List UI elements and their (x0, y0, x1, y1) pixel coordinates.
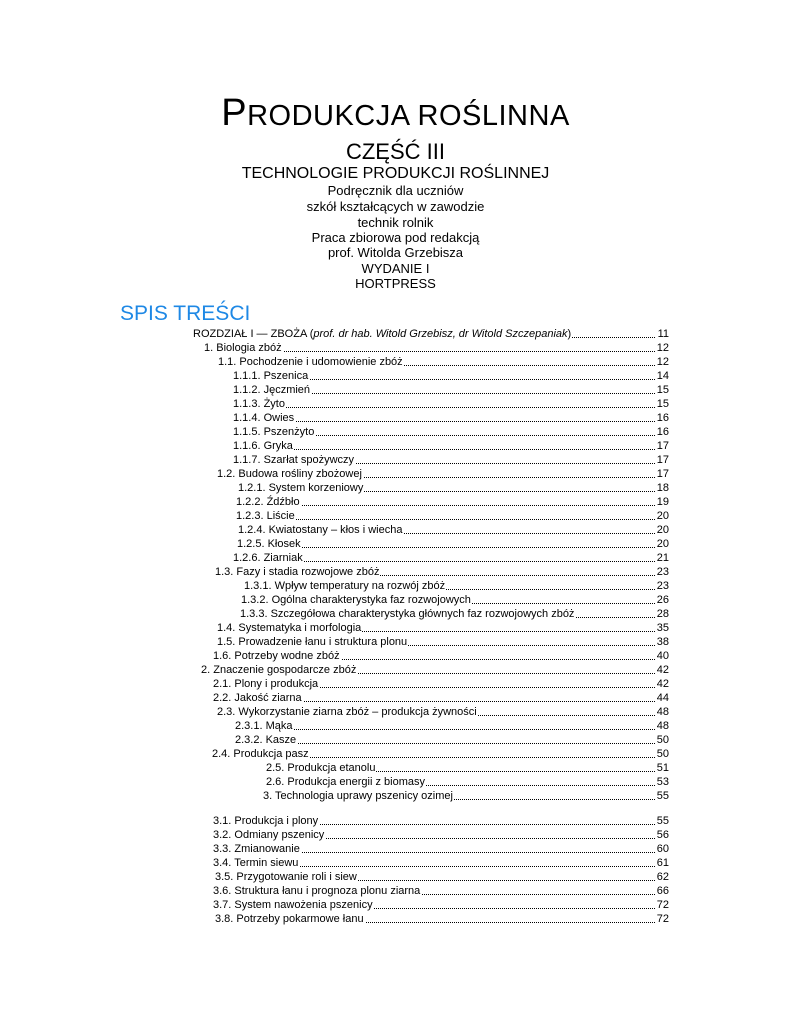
toc-entry (213, 842, 669, 856)
toc-page-number: 55 (656, 815, 669, 827)
dot-leader (235, 729, 669, 730)
toc-page-number: 19 (656, 496, 669, 508)
toc-entry-text: 1.2.4. Kwiatostany – kłos i wiecha (238, 524, 403, 536)
toc-page-number: 16 (656, 412, 669, 424)
toc-entry-text: 1.1.6. Gryka (233, 440, 293, 452)
toc-entry (235, 719, 669, 733)
dot-leader (233, 449, 669, 450)
toc-entry-text: 1.1.3. Żyto (233, 398, 285, 410)
toc-entry (233, 453, 669, 467)
toc-entry (213, 898, 669, 912)
toc-entry-text: 2.1. Plony i produkcja (213, 678, 319, 690)
toc-entry (217, 621, 669, 635)
toc-page-number: 53 (656, 776, 669, 788)
toc-entry-text: 2.3.1. Mąka (235, 720, 293, 732)
toc-page-number: 42 (656, 664, 669, 676)
toc-page-number: 48 (656, 720, 669, 732)
toc-entry (217, 705, 669, 719)
toc-entry-text: 3. Technologia uprawy pszenicy ozimej (263, 790, 453, 802)
dot-leader (236, 519, 669, 520)
toc-entry-text: 2.2. Jakość ziarna (213, 692, 302, 704)
toc-entry (233, 551, 669, 565)
meta-line: prof. Witolda Grzebisza (327, 245, 464, 260)
toc-entry (233, 397, 669, 411)
toc-page-number: 20 (656, 538, 669, 550)
toc-page-number: 21 (656, 552, 669, 564)
toc-entry (212, 747, 669, 761)
toc-entry (233, 439, 669, 453)
toc-entry-text: 1.2. Budowa rośliny zbożowej (217, 468, 362, 480)
dot-leader (233, 407, 669, 408)
toc-page-number: 15 (656, 384, 669, 396)
toc-entry-text: 3.4. Termin siewu (213, 857, 299, 869)
toc-entry (238, 523, 669, 537)
title-rest: RODUKCJA ROŚLINNA (247, 100, 570, 132)
toc-entry (213, 649, 669, 663)
toc-page-number: 20 (656, 524, 669, 536)
toc-entry-text: 1.6. Potrzeby wodne zbóż (213, 650, 340, 662)
toc-entry-text: 3.1. Produkcja i plony (213, 815, 319, 827)
toc-entry (233, 425, 669, 439)
toc-page-number: 17 (656, 440, 669, 452)
toc-entry (218, 355, 669, 369)
toc-entry (215, 870, 669, 884)
toc-entry-text: 3.5. Przygotowanie roli i siew (215, 871, 357, 883)
toc-page-number: 48 (656, 706, 669, 718)
toc-entry (266, 775, 669, 789)
toc-page-number: 17 (656, 468, 669, 480)
toc-page-number: 12 (656, 342, 669, 354)
toc-entry-text: 3.3. Zmianowanie (213, 843, 300, 855)
toc-entry-text: 1.3. Fazy i stadia rozwojowe zbóż (215, 566, 380, 578)
toc-page-number: 12 (656, 356, 669, 368)
toc-entry (237, 537, 669, 551)
toc-entry (213, 691, 669, 705)
toc-page-number: 66 (656, 885, 669, 897)
toc-page-number: 16 (656, 426, 669, 438)
toc-entry-text: 1.2.1. System korzeniowy (238, 482, 364, 494)
toc-chapter-text (193, 328, 572, 340)
toc-entry (263, 789, 669, 803)
toc-entry-text: 1.4. Systematyka i morfologia (217, 622, 362, 634)
toc-page-number: 56 (656, 829, 669, 841)
toc-entry (217, 467, 669, 481)
chapter-authors: prof. dr hab. Witold Grzebisz, dr Witold Szczepaniak (313, 328, 568, 340)
toc-entry (213, 856, 669, 870)
toc-entry-text: 1.2.5. Kłosek (237, 538, 301, 550)
toc-page-number: 72 (656, 899, 669, 911)
toc-heading: SPIS TREŚCI (120, 302, 251, 325)
toc-page-number: 72 (656, 913, 669, 925)
toc-entry-text: 2.6. Produkcja energii z biomasy (266, 776, 425, 788)
toc-entry-text: 1.2.6. Ziarniak (233, 552, 303, 564)
toc-entry (213, 828, 669, 842)
toc-entry-text: 3.8. Potrzeby pokarmowe łanu (215, 913, 364, 925)
toc-entry-text: 1.1.7. Szarłat spożywczy (233, 454, 355, 466)
chapter-prefix: ROZDZIAŁ I — ZBOŻA ( (193, 328, 314, 340)
toc-entry-text: 1.3.2. Ogólna charakterystyka faz rozwojowych (241, 594, 471, 606)
toc-page-number: 42 (656, 678, 669, 690)
part-label: CZĘŚĆ III (345, 139, 445, 164)
toc-entry (240, 607, 669, 621)
toc-entry-text: 2. Znaczenie gospodarcze zbóż (201, 664, 357, 676)
toc-page-number: 35 (656, 622, 669, 634)
toc-page-number: 20 (656, 510, 669, 522)
toc-chapter-entry (193, 327, 669, 341)
toc-entry-text: 1.2.2. Źdźbło (236, 496, 300, 508)
document-subtitle: TECHNOLOGIE PRODUKCJI ROŚLINNEJ (241, 165, 550, 182)
toc-entry-text: 1.1.4. Owies (233, 412, 295, 424)
toc-page-number: 50 (656, 748, 669, 760)
toc-page-number: 26 (656, 594, 669, 606)
toc-entry (213, 814, 669, 828)
toc-entry (213, 884, 669, 898)
toc-page-number: 62 (656, 871, 669, 883)
toc-page-number: 18 (656, 482, 669, 494)
toc-entry (266, 761, 669, 775)
toc-page-number: 28 (656, 608, 669, 620)
toc-entry (236, 509, 669, 523)
toc-entry-text: 2.4. Produkcja pasz (212, 748, 309, 760)
toc-entry (235, 733, 669, 747)
toc-entry (204, 341, 669, 355)
meta-line: technik rolnik (357, 215, 434, 230)
toc-entry-text: 1. Biologia zbóż (204, 342, 282, 354)
chapter-suffix: ) (567, 328, 572, 340)
toc-entry-text: 1.1. Pochodzenie i udomowienie zbóż (218, 356, 403, 368)
toc-entry (215, 912, 669, 926)
toc-entry (244, 579, 669, 593)
toc-entry (241, 593, 669, 607)
toc-page-number: 23 (656, 566, 669, 578)
toc-entry (233, 383, 669, 397)
toc-page-number: 50 (656, 734, 669, 746)
toc-page-number: 61 (656, 857, 669, 869)
toc-page-number: 14 (656, 370, 669, 382)
toc-entry (238, 481, 669, 495)
toc-entry-text: 1.1.2. Jęczmień (233, 384, 311, 396)
toc-entry (215, 565, 669, 579)
toc-entry (213, 677, 669, 691)
document-title (0, 88, 791, 141)
toc-entry-text: 1.5. Prowadzenie łanu i struktura plonu (217, 636, 408, 648)
toc-entry-text: 2.3.2. Kasze (235, 734, 297, 746)
toc-entry (233, 411, 669, 425)
meta-line: Podręcznik dla uczniów (327, 183, 464, 198)
meta-line: HORTPRESS (355, 276, 436, 291)
toc-page-number: 11 (657, 328, 669, 340)
toc-entry-text: 1.3.1. Wpływ temperatury na rozwój zbóż (244, 580, 446, 592)
toc-page-number: 17 (656, 454, 669, 466)
toc-entry-text: 1.1.1. Pszenica (233, 370, 309, 382)
toc-entry-text: 3.2. Odmiany pszenicy (213, 829, 325, 841)
meta-line: szkół kształcących w zawodzie (306, 199, 485, 214)
toc-page-number: 40 (656, 650, 669, 662)
toc-page-number: 23 (656, 580, 669, 592)
toc-page-number: 55 (656, 790, 669, 802)
toc-entry (201, 663, 669, 677)
dot-leader (233, 421, 669, 422)
toc-entry (217, 635, 669, 649)
toc-entry (233, 369, 669, 383)
toc-entry-text: 1.3.3. Szczegółowa charakterystyka głównych faz rozwojowych zbóż (240, 608, 575, 620)
meta-line: WYDANIE I (361, 261, 430, 276)
dot-leader (235, 743, 669, 744)
toc-page-number: 51 (656, 762, 669, 774)
toc-entry-text: 3.7. System nawożenia pszenicy (213, 899, 373, 911)
toc-entry-text: 2.5. Produkcja etanolu (266, 762, 376, 774)
title-initial: P (221, 92, 248, 134)
toc-page-number: 44 (656, 692, 669, 704)
toc-entry-text: 1.1.5. Pszenżyto (233, 426, 315, 438)
toc-page-number: 15 (656, 398, 669, 410)
toc-page-number: 60 (656, 843, 669, 855)
meta-line: Praca zbiorowa pod redakcją (311, 230, 480, 245)
toc-entry-text: 2.3. Wykorzystanie ziarna zbóż – produkcja żywności (217, 706, 477, 718)
toc-entry-text: 1.2.3. Liście (236, 510, 295, 522)
toc-entry (236, 495, 669, 509)
toc-page-number: 38 (656, 636, 669, 648)
toc-entry-text: 3.6. Struktura łanu i prognoza plonu ziarna (213, 885, 421, 897)
